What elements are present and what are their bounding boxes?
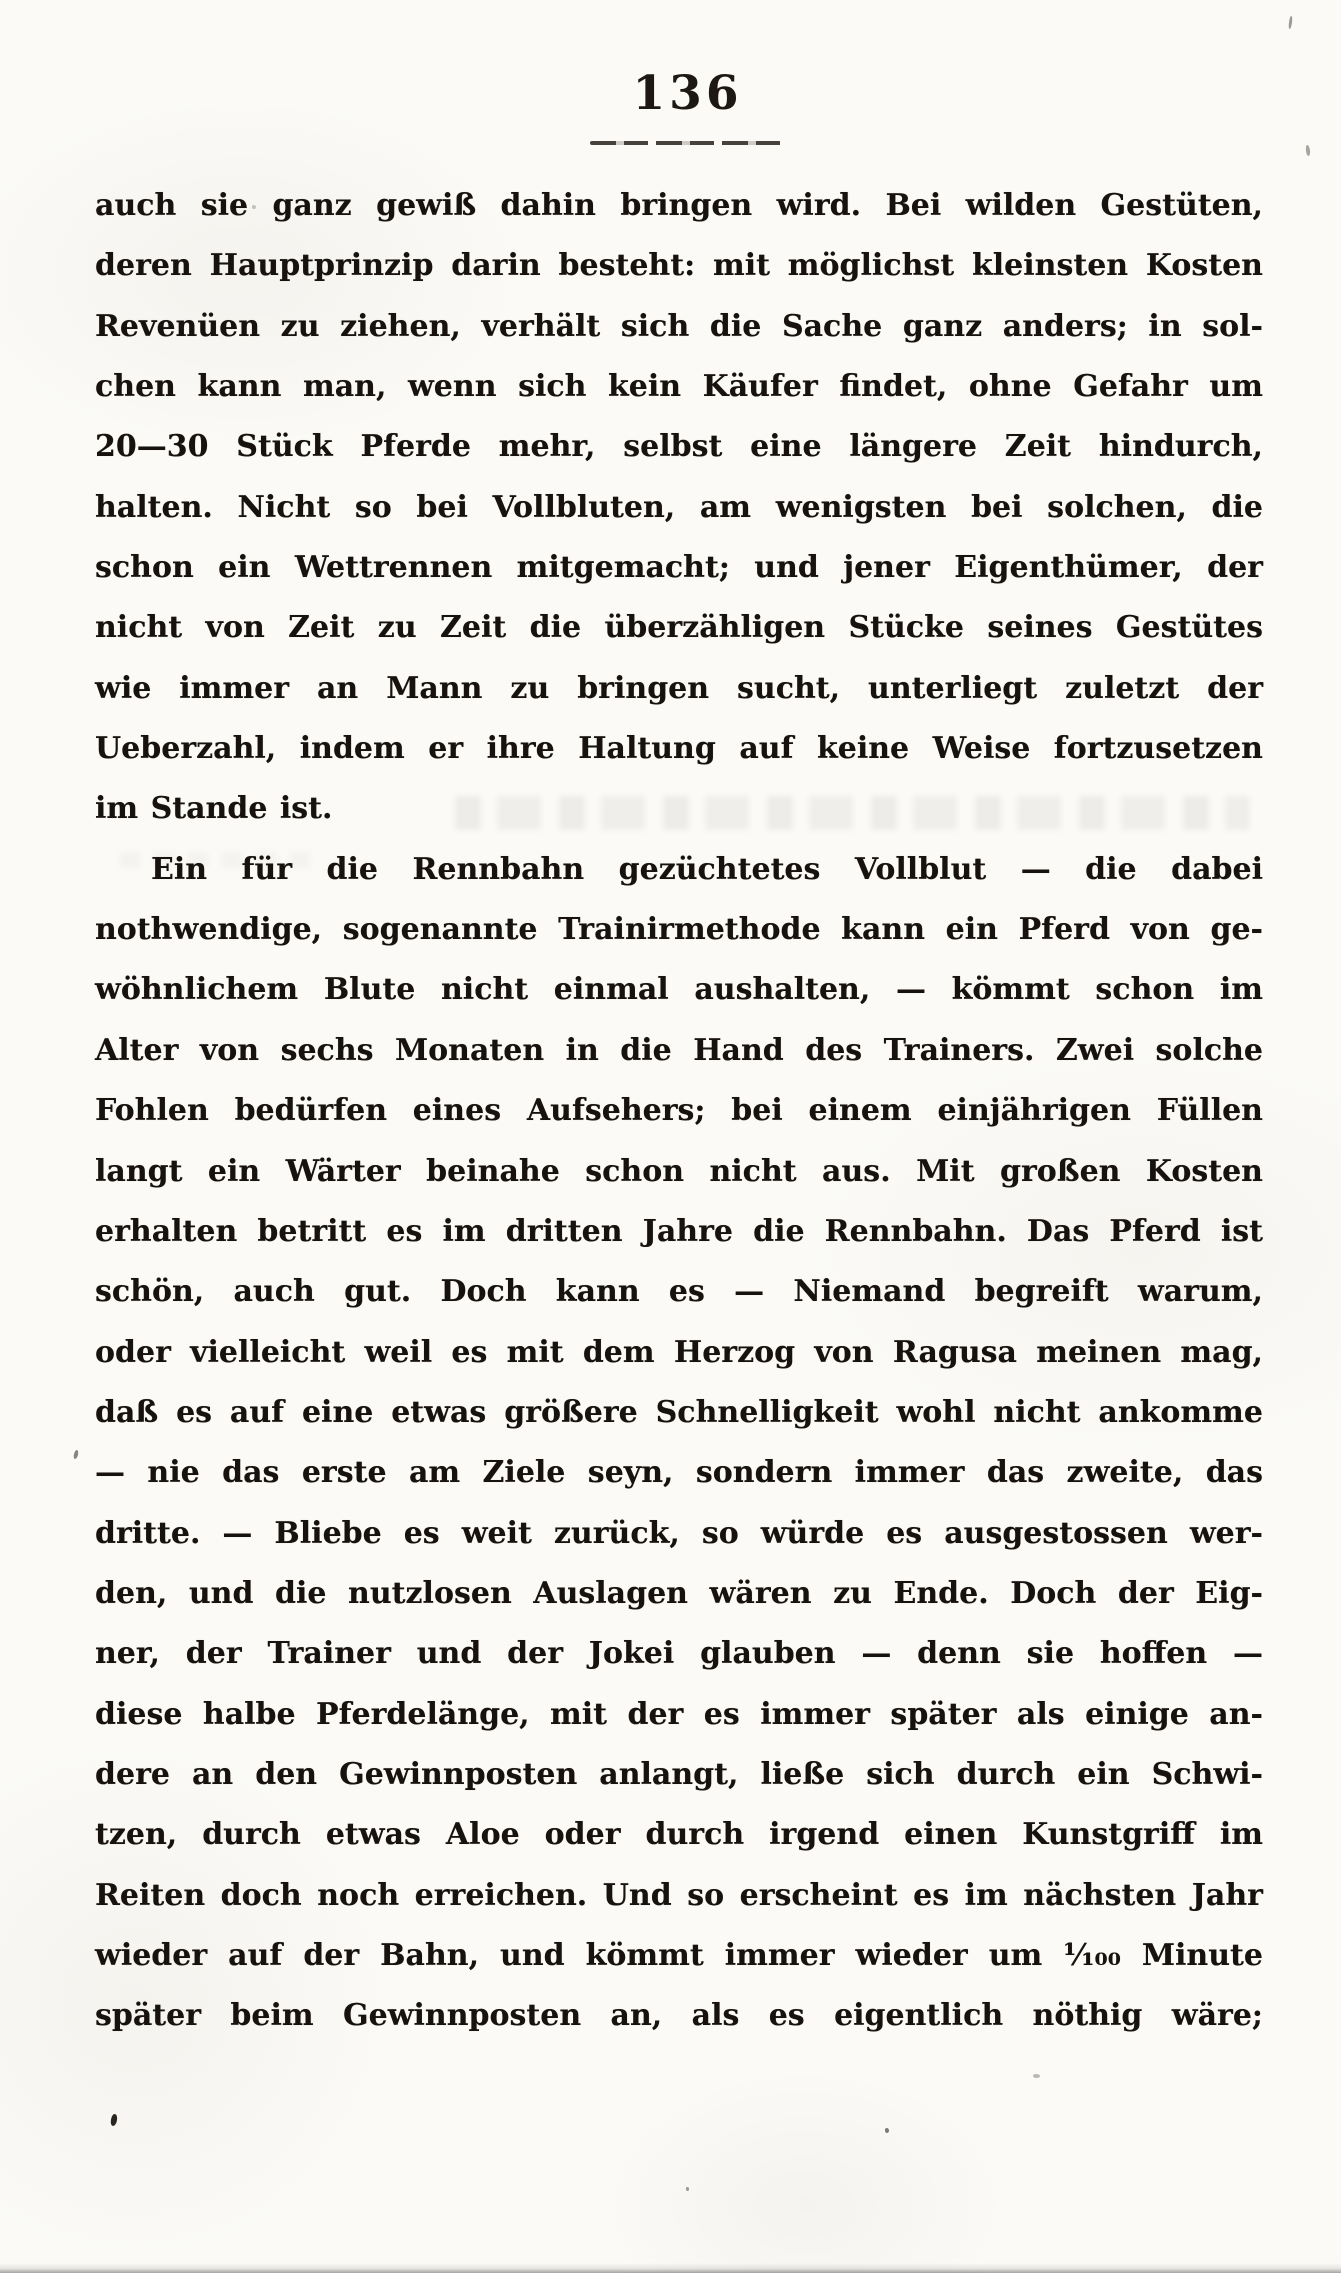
- text-line: deren Hauptprinzip darin besteht: mit möglichst kleinsten Kosten: [95, 248, 1263, 284]
- text-line: daß es auf eine etwas größere Schnelligkeit wohl nicht ankomme: [95, 1394, 1263, 1430]
- text-line: Ueberzahl, indem er ihre Haltung auf keine Weise fortzusetzen: [95, 731, 1263, 767]
- scan-speck: [686, 2187, 689, 2191]
- scan-speck: [885, 2128, 889, 2133]
- text-line: schon ein Wettrennen mitgemacht; und jener Eigenthümer, der: [95, 550, 1263, 586]
- scan-speck: [73, 1450, 79, 1460]
- text-line: erhalten betritt es im dritten Jahre die Rennbahn. Das Pferd ist: [95, 1213, 1263, 1249]
- text-line: 20—30 Stück Pferde mehr, selbst eine längere Zeit hindurch,: [95, 429, 1263, 465]
- text-line: wie immer an Mann zu bringen sucht, unterliegt zuletzt der: [95, 670, 1263, 706]
- text-line: Revenüen zu ziehen, verhält sich die Sache ganz anders; in sol-: [95, 308, 1263, 344]
- text-line: schön, auch gut. Doch kann es — Niemand begreift warum,: [95, 1274, 1263, 1310]
- text-line: später beim Gewinnposten an, als es eigentlich nöthig wäre;: [95, 1998, 1263, 2034]
- text-line: chen kann man, wenn sich kein Käufer findet, ohne Gefahr um: [95, 369, 1263, 405]
- text-line: auch sie ganz gewiß dahin bringen wird. Bei wilden Gestüten,: [95, 188, 1263, 223]
- scan-speck: [110, 2114, 118, 2127]
- text-line: wöhnlichem Blute nicht einmal aushalten, — kömmt schon im: [95, 972, 1263, 1008]
- scan-speck: [1033, 2074, 1040, 2078]
- body-text: [95, 176, 1263, 2047]
- text-line: halten. Nicht so bei Vollbluten, am wenigsten bei solchen, die: [95, 489, 1263, 525]
- text-line: dritte. — Bliebe es weit zurück, so würde es ausgestossen wer-: [95, 1515, 1263, 1551]
- text-line: langt ein Wärter beinahe schon nicht aus. Mit großen Kosten: [95, 1153, 1263, 1189]
- scan-speck: [252, 205, 256, 209]
- text-line: — nie das erste am Ziele seyn, sondern immer das zweite, das: [95, 1455, 1263, 1491]
- text-line: dere an den Gewinnposten anlangt, ließe sich durch ein Schwi-: [95, 1756, 1263, 1792]
- text-line: im Stande ist.: [95, 791, 333, 827]
- text-line: nicht von Zeit zu Zeit die überzähligen Stücke seines Gestütes: [95, 610, 1263, 646]
- text-line: Ein für die Rennbahn gezüchtetes Vollblut — die dabei: [151, 851, 1263, 887]
- text-line: oder vielleicht weil es mit dem Herzog von Ragusa meinen mag,: [95, 1334, 1263, 1370]
- text-line: tzen, durch etwas Aloe oder durch irgend einen Kunstgriff im: [95, 1817, 1263, 1853]
- scan-speck: [1288, 16, 1293, 29]
- text-line: nothwendige, sogenannte Trainirmethode kann ein Pferd von ge-: [95, 912, 1263, 948]
- text-line: diese halbe Pferdelänge, mit der es immer später als einige an-: [95, 1696, 1263, 1732]
- scan-edge: [0, 2263, 1341, 2273]
- text-line: Fohlen bedürfen eines Aufsehers; bei einem einjährigen Füllen: [95, 1093, 1263, 1129]
- text-line: Alter von sechs Monaten in die Hand des Trainers. Zwei solche: [95, 1032, 1263, 1068]
- text-line: den, und die nutzlosen Auslagen wären zu Ende. Doch der Eig-: [95, 1575, 1263, 1611]
- text-line: Reiten doch noch erreichen. Und so erscheint es im nächsten Jahr: [95, 1877, 1263, 1913]
- header-rule: [590, 141, 786, 145]
- page-number: 136: [632, 66, 743, 121]
- text-line: wieder auf der Bahn, und kömmt immer wieder um ¹⁄₁₀₀ Minute: [95, 1937, 1263, 1973]
- text-line: ner, der Trainer und der Jokei glauben — denn sie hoffen —: [95, 1636, 1263, 1672]
- scan-speck: [1305, 145, 1310, 156]
